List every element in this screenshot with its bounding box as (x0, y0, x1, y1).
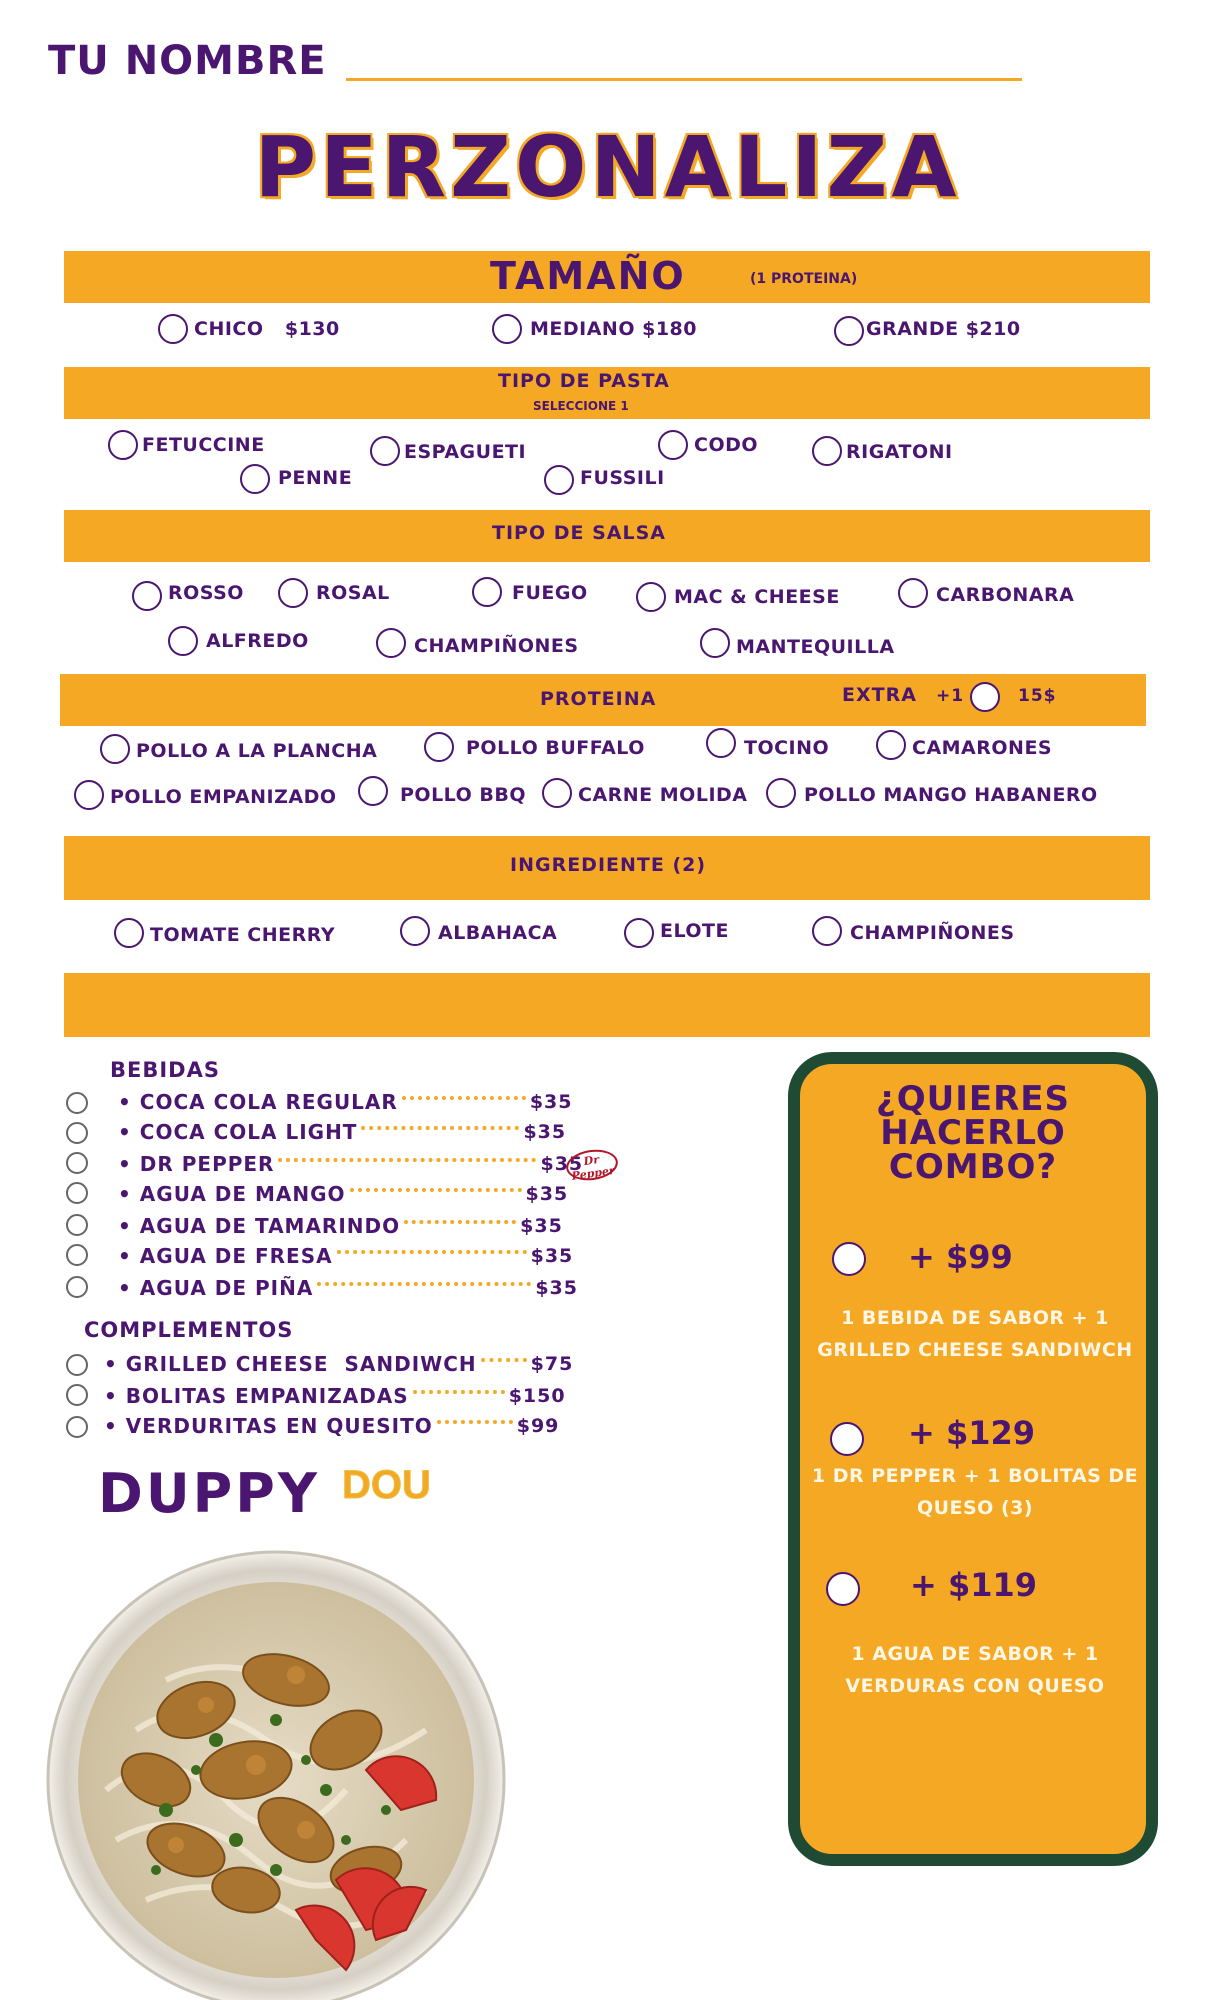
tamano-note: (1 PROTEINA) (750, 271, 858, 287)
option-mantequilla: MANTEQUILLA (736, 636, 895, 658)
radio-pollo-bbq[interactable] (358, 776, 388, 806)
option-rigatoni: RIGATONI (846, 441, 953, 463)
radio-alfredo[interactable] (168, 626, 198, 656)
option-pollo-bbq: POLLO BBQ (400, 784, 526, 806)
option-carne-molida: CARNE MOLIDA (578, 784, 748, 806)
radio-mac-cheese[interactable] (636, 582, 666, 612)
complemento-item: • VERDURITAS EN QUESITO $99 (104, 1414, 560, 1438)
option-codo: CODO (694, 434, 759, 456)
radio-pollo-empanizado[interactable] (74, 780, 104, 810)
salsa-heading: TIPO DE SALSA (492, 522, 666, 544)
bebida-item: • AGUA DE PIÑA $35 (118, 1276, 578, 1300)
dou-logo-icon (340, 1462, 450, 1542)
extra-plus: +1 (936, 686, 965, 706)
option-penne: PENNE (278, 467, 353, 489)
option-alfredo: ALFREDO (206, 630, 309, 652)
radio-complemento-1[interactable] (66, 1354, 88, 1376)
option-rosso: ROSSO (168, 582, 244, 604)
radio-penne[interactable] (240, 464, 270, 494)
combo-desc-1: 1 BEBIDA DE SABOR + 1 GRILLED CHEESE SANDIWCH (817, 1307, 1133, 1361)
option-tomate: TOMATE CHERRY (150, 924, 336, 946)
option-grande: GRANDE $210 (866, 318, 1021, 340)
bebida-item: • AGUA DE TAMARINDO $35 (118, 1214, 563, 1238)
radio-combo-3[interactable] (826, 1572, 860, 1606)
empty-bar (64, 973, 1150, 1037)
bebida-item: • AGUA DE FRESA $35 (118, 1244, 574, 1268)
radio-bebida-2[interactable] (66, 1122, 88, 1144)
pasta-sub: SELECCIONE 1 (533, 399, 629, 413)
option-pollo-mango: POLLO MANGO HABANERO (804, 784, 1098, 806)
radio-champinones-ing[interactable] (812, 916, 842, 946)
radio-fetuccine[interactable] (108, 430, 138, 460)
radio-bebida-1[interactable] (66, 1092, 88, 1114)
radio-elote[interactable] (624, 918, 654, 948)
bebida-item: • COCA COLA REGULAR $35 (118, 1090, 573, 1114)
combo-desc-2: 1 DR PEPPER + 1 BOLITAS DE QUESO (3) (811, 1465, 1139, 1519)
radio-fussili[interactable] (544, 465, 574, 495)
radio-fuego[interactable] (472, 577, 502, 607)
ingrediente-heading: INGREDIENTE (2) (510, 854, 707, 876)
option-fuego: FUEGO (512, 582, 588, 604)
pasta-bowl-photo (46, 1540, 516, 2000)
option-camarones: CAMARONES (912, 737, 1053, 759)
extra-label: EXTRA (842, 684, 917, 706)
option-champinones-ing: CHAMPIÑONES (850, 922, 1015, 944)
tamano-heading: TAMAÑO (490, 254, 686, 298)
combo-price-1: + $99 (908, 1238, 1013, 1276)
option-pollo-plancha: POLLO A LA PLANCHA (136, 740, 378, 762)
combo-desc-3: 1 AGUA DE SABOR + 1 VERDURAS CON QUESO (845, 1643, 1105, 1697)
proteina-heading: PROTEINA (540, 688, 657, 710)
radio-tocino[interactable] (706, 728, 736, 758)
radio-bebida-7[interactable] (66, 1276, 88, 1298)
radio-complemento-3[interactable] (66, 1416, 88, 1438)
option-champinones-salsa: CHAMPIÑONES (414, 635, 579, 657)
combo-price-2: + $129 (908, 1414, 1036, 1452)
option-tocino: TOCINO (744, 737, 830, 759)
option-pollo-empanizado: POLLO EMPANIZADO (110, 786, 337, 808)
option-fetuccine: FETUCCINE (142, 434, 265, 456)
radio-complemento-2[interactable] (66, 1384, 88, 1406)
radio-combo-2[interactable] (830, 1422, 864, 1456)
brand-logo (340, 1462, 450, 1542)
radio-rosso[interactable] (132, 581, 162, 611)
radio-pollo-mango[interactable] (766, 778, 796, 808)
option-espagueti: ESPAGUETI (404, 441, 527, 463)
complementos-heading: COMPLEMENTOS (84, 1318, 294, 1342)
bebida-item: • COCA COLA LIGHT $35 (118, 1120, 567, 1144)
radio-carbonara[interactable] (898, 578, 928, 608)
name-label: TU NOMBRE (48, 38, 327, 84)
radio-carne-molida[interactable] (542, 778, 572, 808)
option-elote: ELOTE (660, 920, 729, 942)
page-title: PERZONALIZA (254, 118, 961, 216)
bebidas-heading: BEBIDAS (110, 1058, 220, 1082)
dr-pepper-logo: Dr Pepper (564, 1147, 620, 1184)
combo-price-3: + $119 (910, 1566, 1038, 1604)
option-rosal: ROSAL (316, 582, 390, 604)
logo-letter: DOU (342, 1463, 431, 1507)
radio-mediano[interactable] (492, 314, 522, 344)
option-carbonara: CARBONARA (936, 584, 1075, 606)
complemento-item: • GRILLED CHEESE SANDIWCH $75 (104, 1352, 574, 1376)
radio-rigatoni[interactable] (812, 436, 842, 466)
radio-bebida-4[interactable] (66, 1182, 88, 1204)
radio-combo-1[interactable] (832, 1242, 866, 1276)
radio-espagueti[interactable] (370, 436, 400, 466)
option-albahaca: ALBAHACA (438, 922, 558, 944)
radio-bebida-3[interactable] (66, 1152, 88, 1174)
radio-camarones[interactable] (876, 730, 906, 760)
radio-albahaca[interactable] (400, 916, 430, 946)
bebida-item: • AGUA DE MANGO $35 (118, 1182, 569, 1206)
radio-rosal[interactable] (278, 578, 308, 608)
option-pollo-buffalo: POLLO BUFFALO (466, 737, 645, 759)
radio-mantequilla[interactable] (700, 628, 730, 658)
radio-grande[interactable] (834, 316, 864, 346)
option-fussili: FUSSILI (580, 467, 665, 489)
option-mediano: MEDIANO $180 (530, 318, 697, 340)
radio-chico[interactable] (158, 314, 188, 344)
option-mac-cheese: MAC & CHEESE (674, 586, 840, 608)
radio-pollo-plancha[interactable] (100, 734, 130, 764)
option-chico: CHICO $130 (194, 318, 340, 340)
radio-bebida-6[interactable] (66, 1244, 88, 1266)
pasta-heading: TIPO DE PASTA (498, 370, 670, 392)
radio-tomate[interactable] (114, 918, 144, 948)
extra-price: 15$ (1018, 686, 1057, 706)
combo-title: ¿QUIERES HACERLO COMBO? (875, 1079, 1070, 1187)
brand-name: DUPPY (98, 1462, 320, 1525)
radio-pollo-buffalo[interactable] (424, 732, 454, 762)
radio-champinones-salsa[interactable] (376, 628, 406, 658)
bebida-item: • DR PEPPER $35 (118, 1152, 584, 1176)
radio-codo[interactable] (658, 430, 688, 460)
complemento-item: • BOLITAS EMPANIZADAS $150 (104, 1384, 566, 1408)
name-line[interactable] (346, 78, 1022, 81)
radio-extra-proteina[interactable] (970, 682, 1000, 712)
radio-bebida-5[interactable] (66, 1214, 88, 1236)
